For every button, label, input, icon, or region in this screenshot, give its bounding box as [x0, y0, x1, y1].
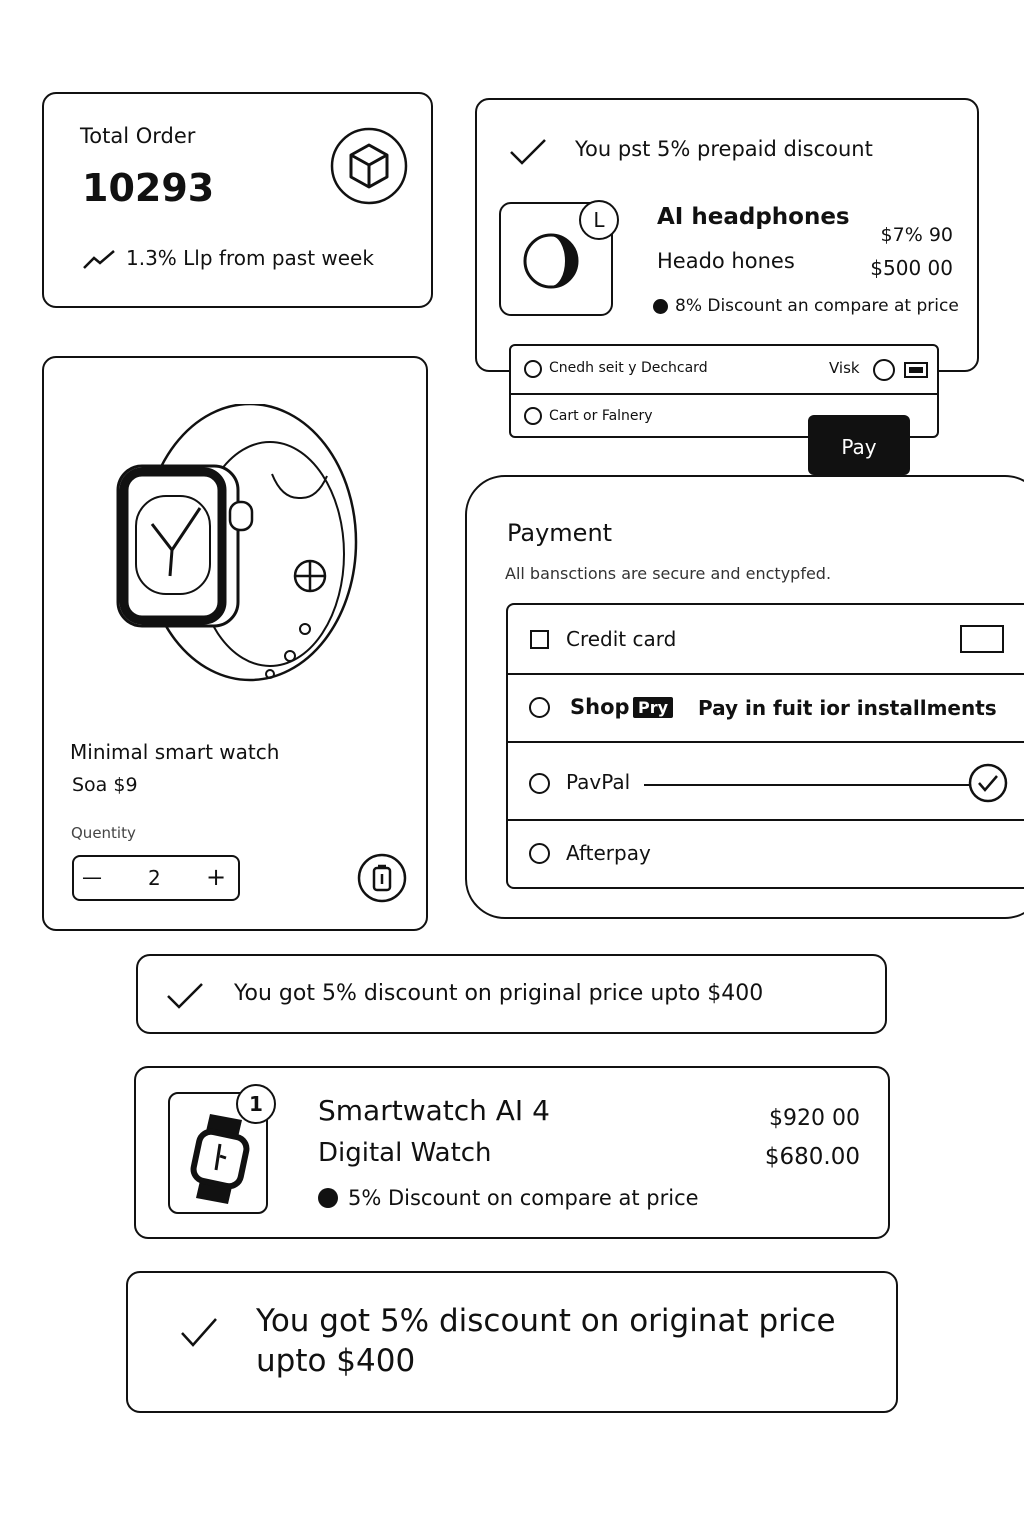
discount-banner-2-message-line1: You got 5% discount on originat price [256, 1303, 836, 1339]
paypal-radio[interactable] [529, 773, 550, 794]
quantity-value[interactable]: 2 [148, 866, 161, 890]
debit-label: Cnedh seit y Dechcard [549, 360, 708, 376]
afterpay-label: Afterpay [566, 841, 651, 865]
shop-pay-label: Shop [570, 695, 630, 719]
discount-dot-icon [318, 1188, 338, 1208]
smartwatch-ai4-card [134, 1066, 890, 1239]
check-icon [166, 982, 204, 1010]
headphones-icon [521, 228, 587, 294]
trend-up-icon [82, 248, 116, 270]
smartwatch-badge-count: 1 [249, 1092, 263, 1116]
box-icon [330, 127, 408, 205]
paypal-line [644, 784, 970, 786]
headphones-discount-note: 8% Discount an compare at price [675, 296, 959, 316]
card-radio[interactable] [524, 407, 542, 425]
discount-banner-2-message-line2: upto $400 [256, 1343, 416, 1379]
quantity-decrease-button[interactable]: — [82, 865, 102, 889]
prepaid-discount-card [475, 98, 979, 372]
quantity-label: Quentity [71, 824, 136, 842]
payment-option-shop-pay[interactable] [508, 675, 1024, 741]
pay-button-label: Pay [841, 435, 877, 459]
payment-option-paypal[interactable] [508, 743, 1024, 819]
headphones-price-original: $7% 90 [880, 224, 953, 246]
card-icon [904, 362, 928, 378]
shop-pay-badge: Pry [633, 697, 673, 718]
payment-options-list [506, 603, 1024, 889]
shop-pay-radio[interactable] [529, 697, 550, 718]
discount-banner-2 [126, 1271, 898, 1413]
payment-option-credit-card[interactable] [508, 605, 1024, 673]
smart-watch-price: Soa $9 [72, 774, 138, 796]
payment-title: Payment [507, 519, 613, 547]
smartwatch-subtitle: Digital Watch [318, 1138, 492, 1168]
discount-banner-1-message: You got 5% discount on priginal price upto $400 [234, 981, 764, 1006]
discount-dot-icon [653, 299, 668, 314]
smartwatch-title: Smartwatch AI 4 [318, 1094, 550, 1127]
credit-card-checkbox[interactable] [530, 630, 549, 649]
smart-watch-card [42, 356, 428, 931]
headphones-title: AI headphones [657, 204, 850, 230]
shop-pay-detail: Pay in fuit ior installments [698, 696, 997, 720]
card-brand-icon [960, 625, 1004, 653]
visa-radio[interactable] [873, 359, 895, 381]
visa-label: Visk [829, 359, 860, 377]
headphones-badge-count: L [593, 208, 605, 232]
total-order-card [42, 92, 433, 308]
debit-radio[interactable] [524, 360, 542, 378]
payment-option-afterpay[interactable] [508, 821, 1024, 887]
payment-row-debit[interactable] [511, 346, 937, 392]
headphones-subtitle: Heado hones [657, 249, 795, 273]
total-order-label: Total Order [80, 124, 196, 148]
smartwatch-price-final: $680.00 [764, 1144, 860, 1170]
smartwatch-discount-note: 5% Discount on compare at price [348, 1186, 699, 1210]
delete-icon[interactable] [356, 852, 408, 904]
paypal-selected-check-icon [968, 763, 1008, 803]
quantity-stepper [72, 855, 240, 901]
total-order-value: 10293 [82, 166, 215, 210]
afterpay-radio[interactable] [529, 843, 550, 864]
smart-watch-title: Minimal smart watch [70, 740, 280, 764]
smartwatch-badge [236, 1084, 276, 1124]
headphones-badge [579, 200, 619, 240]
smart-watch-illustration [112, 404, 372, 704]
discount-banner-1 [136, 954, 887, 1034]
check-icon [509, 138, 547, 166]
card-label: Cart or Falnery [549, 408, 653, 424]
total-order-trend: 1.3% Llp from past week [126, 246, 374, 270]
payment-card [465, 475, 1024, 919]
payment-subtitle: All bansctions are secure and enctypfed. [505, 564, 832, 583]
pay-button[interactable] [808, 415, 910, 475]
prepaid-discount-message: You pst 5% prepaid discount [575, 137, 873, 161]
headphones-price-final: $500 00 [870, 256, 953, 280]
check-icon [180, 1317, 218, 1349]
quantity-increase-button[interactable]: + [206, 863, 227, 891]
smartwatch-price-original: $920 00 [769, 1106, 860, 1131]
credit-card-label: Credit card [566, 627, 677, 651]
paypal-label: PavPal [566, 770, 631, 794]
